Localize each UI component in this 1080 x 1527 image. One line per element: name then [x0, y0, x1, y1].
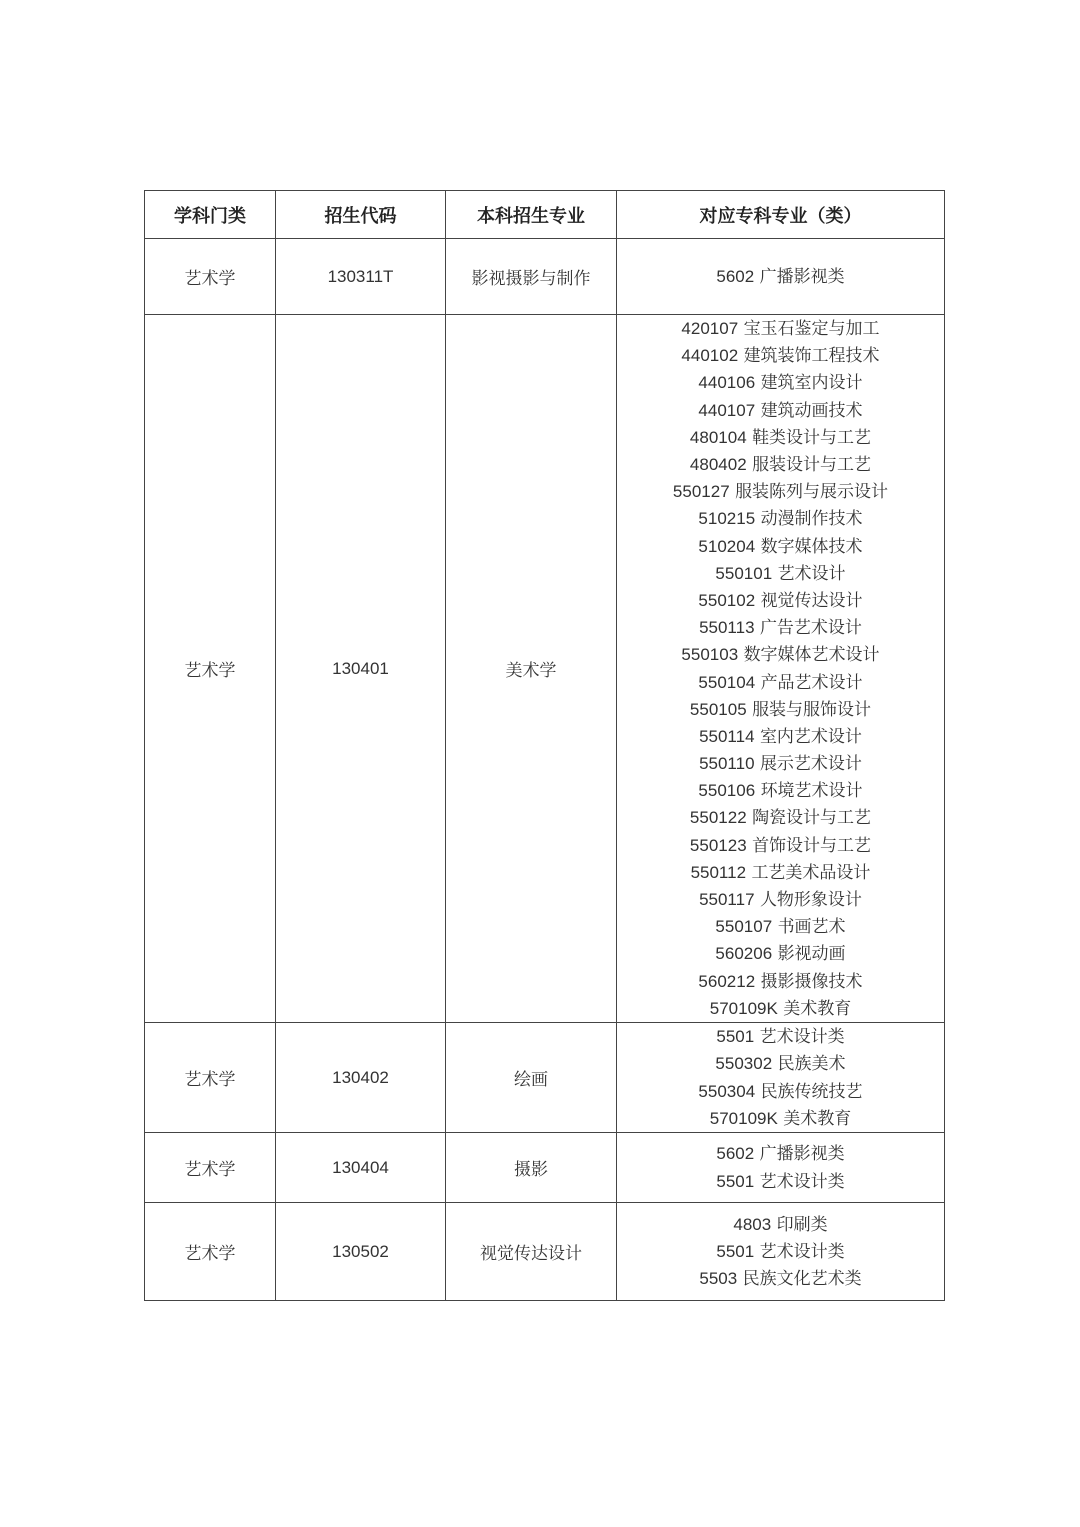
related-major-code: 560206	[715, 944, 773, 964]
related-major-item	[617, 1105, 944, 1132]
code-cell: 130404	[276, 1133, 446, 1203]
major-cell: 美术学	[446, 315, 617, 1023]
table-row	[145, 239, 945, 315]
related-major-item	[617, 1078, 944, 1105]
related-major-code: 550105	[689, 699, 747, 719]
table-row	[145, 1023, 945, 1133]
related-major-item	[617, 777, 944, 804]
majors-table	[144, 190, 945, 1301]
related-major-item	[617, 1050, 944, 1077]
related-major-item	[617, 587, 944, 614]
related-major-code: 550112	[690, 862, 747, 882]
related-major-code: 5503	[699, 1269, 738, 1289]
related-major-code: 550113	[699, 618, 755, 638]
table-row	[145, 315, 945, 1023]
related-major-code: 5602	[716, 1144, 755, 1164]
related-major-name: 建筑动画技术	[760, 400, 863, 421]
related-major-item	[617, 1023, 944, 1050]
major-cell: 影视摄影与制作	[446, 239, 617, 315]
related-major-name: 室内艺术设计	[759, 726, 862, 747]
related-major-item	[617, 886, 944, 913]
related-major-item	[617, 369, 944, 396]
related-major-code: 560212	[698, 971, 756, 991]
category-cell: 艺术学	[145, 239, 276, 315]
related-major-item	[617, 342, 944, 369]
related-major-code: 550302	[715, 1054, 773, 1074]
table-body	[145, 239, 945, 1301]
related-major-code: 550114	[699, 726, 755, 746]
related-major-code: 5602	[716, 266, 755, 286]
related-major-code: 510215	[698, 509, 756, 529]
header-major: 本科招生专业	[446, 191, 617, 239]
category-cell: 艺术学	[145, 1203, 276, 1301]
table-row	[145, 1133, 945, 1203]
related-major-code: 440106	[698, 373, 756, 393]
related-major-item	[617, 1140, 944, 1167]
related-major-name: 书画艺术	[777, 917, 846, 938]
related-major-name: 建筑装饰工程技术	[743, 346, 880, 367]
related-major-code: 440107	[698, 400, 756, 420]
related-major-code: 420107	[681, 319, 739, 339]
related-major-item	[617, 696, 944, 723]
table-header-row	[145, 191, 945, 239]
related-major-code: 550102	[698, 590, 756, 610]
related-major-item	[617, 424, 944, 451]
related-majors-cell	[617, 1023, 945, 1133]
related-major-name: 展示艺术设计	[759, 754, 862, 775]
related-major-name: 民族文化艺术类	[742, 1269, 862, 1290]
related-major-name: 广播影视类	[759, 1144, 845, 1165]
related-major-name: 产品艺术设计	[760, 672, 863, 693]
related-major-item	[617, 1211, 944, 1238]
related-major-name: 数字媒体艺术设计	[743, 645, 880, 666]
related-major-code: 5501	[716, 1241, 755, 1261]
major-cell: 摄影	[446, 1133, 617, 1203]
related-major-item	[617, 968, 944, 995]
related-majors-cell	[617, 315, 945, 1023]
related-major-name: 鞋类设计与工艺	[752, 427, 872, 448]
related-major-item	[617, 263, 944, 290]
related-major-code: 550122	[689, 808, 747, 828]
related-major-item	[617, 641, 944, 668]
related-major-name: 视觉传达设计	[760, 590, 863, 611]
related-major-code: 550101	[715, 563, 773, 583]
table-row	[145, 1203, 945, 1301]
category-cell: 艺术学	[145, 1133, 276, 1203]
related-major-code: 550103	[681, 645, 739, 665]
related-major-item	[617, 859, 944, 886]
related-major-name: 美术教育	[783, 1108, 852, 1129]
related-major-item	[617, 1168, 944, 1195]
related-major-name: 艺术设计	[777, 563, 846, 584]
related-major-name: 服装陈列与展示设计	[735, 482, 889, 503]
related-major-code: 440102	[681, 346, 739, 366]
related-major-code: 550107	[715, 917, 773, 937]
major-cell: 绘画	[446, 1023, 617, 1133]
related-major-item	[617, 315, 944, 342]
related-major-name: 艺术设计类	[759, 1171, 845, 1192]
code-cell: 130401	[276, 315, 446, 1023]
related-major-item	[617, 832, 944, 859]
related-major-code: 550123	[689, 835, 747, 855]
related-major-code: 4803	[733, 1214, 772, 1234]
related-major-item	[617, 723, 944, 750]
related-major-item	[617, 750, 944, 777]
related-major-name: 影视动画	[777, 944, 846, 965]
related-major-item	[617, 1265, 944, 1292]
related-major-item	[617, 614, 944, 641]
related-major-name: 人物形象设计	[759, 890, 862, 910]
related-major-code: 480402	[689, 455, 747, 474]
related-major-item	[617, 451, 944, 478]
related-major-item	[617, 560, 944, 587]
related-majors-cell	[617, 239, 945, 315]
related-major-code: 480104	[689, 427, 747, 447]
related-major-name: 动漫制作技术	[760, 509, 863, 530]
related-major-code: 550104	[698, 672, 756, 692]
code-cell: 130502	[276, 1203, 446, 1301]
related-majors-cell	[617, 1203, 945, 1301]
related-major-name: 广播影视类	[759, 266, 845, 287]
related-major-code: 550127	[672, 482, 730, 502]
related-major-item	[617, 505, 944, 532]
related-major-code: 5501	[716, 1171, 755, 1191]
related-major-item	[617, 940, 944, 967]
category-cell: 艺术学	[145, 1023, 276, 1133]
related-major-name: 民族美术	[777, 1054, 846, 1075]
related-major-name: 美术教育	[783, 998, 852, 1019]
related-major-item	[617, 804, 944, 831]
related-major-name: 印刷类	[776, 1214, 828, 1235]
related-major-item	[617, 913, 944, 940]
related-major-name: 广告艺术设计	[759, 618, 862, 639]
related-major-name: 环境艺术设计	[760, 781, 863, 802]
related-major-name: 数字媒体技术	[760, 536, 863, 557]
code-cell: 130311T	[276, 239, 446, 315]
related-major-item	[617, 669, 944, 696]
related-major-name: 建筑室内设计	[760, 373, 863, 394]
related-major-name: 服装与服饰设计	[752, 699, 872, 720]
related-major-code: 5501	[716, 1027, 755, 1047]
related-major-code: 550106	[698, 781, 756, 801]
related-major-name: 工艺美术品设计	[751, 862, 871, 883]
related-major-name: 艺术设计类	[759, 1027, 845, 1048]
related-major-name: 首饰设计与工艺	[752, 835, 872, 856]
code-cell: 130402	[276, 1023, 446, 1133]
header-related-majors: 对应专科专业（类）	[617, 191, 945, 239]
related-major-item	[617, 1238, 944, 1265]
related-major-name: 陶瓷设计与工艺	[752, 808, 872, 829]
related-major-name: 民族传统技艺	[760, 1081, 863, 1102]
major-cell: 视觉传达设计	[446, 1203, 617, 1301]
related-major-item	[617, 397, 944, 424]
related-major-name: 宝玉石鉴定与加工	[743, 319, 880, 340]
header-category: 学科门类	[145, 191, 276, 239]
related-major-code: 550117	[699, 890, 755, 909]
related-major-code: 550110	[699, 754, 755, 774]
header-code: 招生代码	[276, 191, 446, 239]
related-majors-cell	[617, 1133, 945, 1203]
related-major-name: 服装设计与工艺	[752, 455, 872, 475]
category-cell: 艺术学	[145, 315, 276, 1023]
related-major-name: 摄影摄像技术	[760, 971, 863, 992]
related-major-code: 550304	[698, 1081, 756, 1101]
related-major-item	[617, 478, 944, 505]
related-major-code: 510204	[698, 536, 756, 556]
related-major-name: 艺术设计类	[759, 1241, 845, 1262]
related-major-item	[617, 995, 944, 1022]
related-major-item	[617, 533, 944, 560]
related-major-code: 570109K	[709, 998, 778, 1018]
related-major-code: 570109K	[709, 1108, 778, 1128]
